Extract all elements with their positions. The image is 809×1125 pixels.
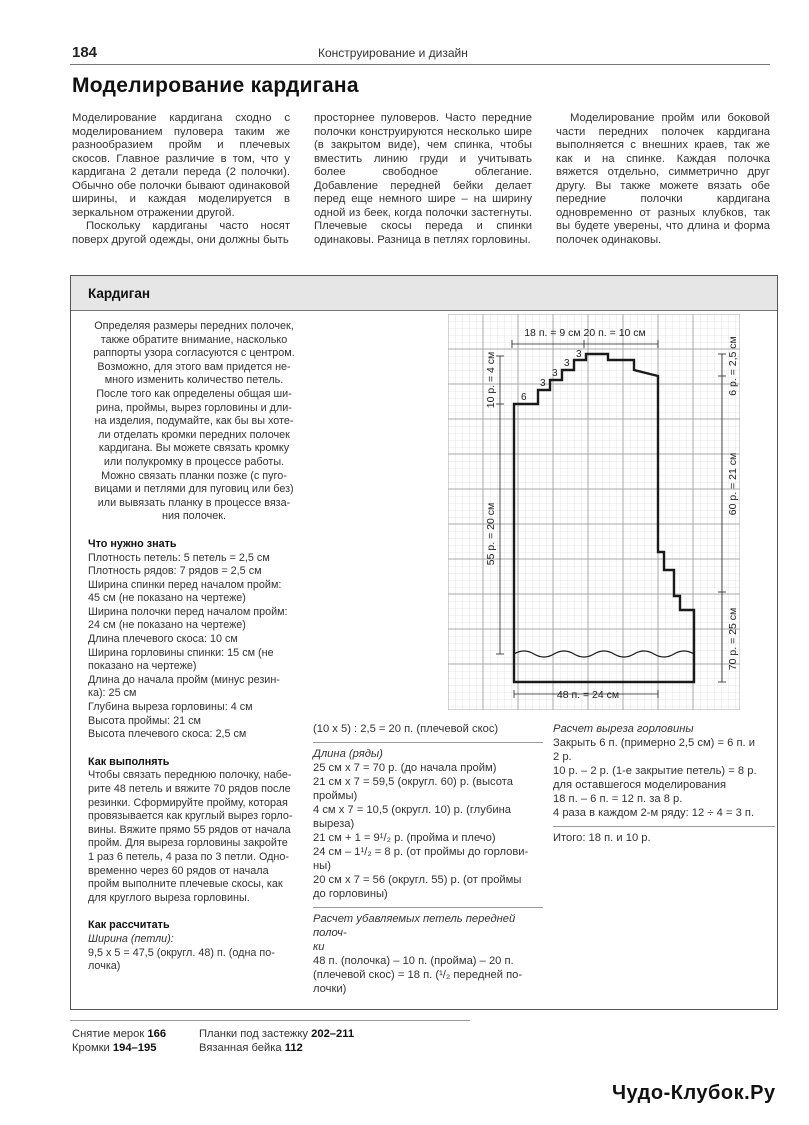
right-bot-label: 70 р. = 25 см (727, 607, 739, 671)
text-line: резинки. Сформируйте пройму, которая (88, 796, 288, 809)
step-label-3: 3 (576, 349, 582, 360)
intro-paragraph: Моделирование кардигана сходно с моделированием пуловера таким же разнообразием пройм и плечевых скосов. Главное различие в том, что у кардигана 2 детали переда (2 полочки). Обычно обе полочки бывают одинаковой ширины, и каждая моделируется в зеркальном отражении другой. (72, 112, 290, 219)
footer-rule (70, 1020, 470, 1021)
text-line: ния полочек. (162, 510, 226, 523)
ref-pages: 194–195 (112, 1042, 157, 1054)
length-heading: Длина (ряды) (313, 748, 383, 760)
text-line: или вывязать планку в процессе вяза- (97, 496, 291, 509)
intro-column-2 (314, 112, 532, 247)
text-line: Возможно, для этого вам придется не- (97, 360, 291, 373)
ref-pages: 112 (284, 1042, 303, 1054)
text-line: выреза) (313, 818, 355, 830)
footer-right (199, 1027, 354, 1055)
text-line: 21 см + 1 = 9¹/₂ р. (пройма и плечо) (313, 832, 496, 844)
calc-subheading: Ширина (петли): (88, 932, 174, 945)
text-line: проймы) (313, 790, 358, 802)
footer-ref[interactable] (72, 1041, 166, 1055)
step-label-6: 6 (521, 392, 527, 403)
page-number: 184 (72, 44, 98, 61)
text-line: После того как определены общая ши- (96, 387, 292, 400)
header-rule (70, 64, 770, 65)
step-label-3: 3 (552, 368, 558, 379)
text-line: 4 см x 7 = 10,5 (округл. 10) р. (глубина (313, 804, 511, 816)
footer-ref[interactable] (199, 1041, 354, 1055)
text-line: Длина до начала пройм (минус резин- (88, 673, 280, 686)
text-line: Ширина спинки перед началом пройм: (88, 578, 282, 591)
know-heading: Что нужно знать (88, 537, 177, 550)
step-label-3: 3 (540, 378, 546, 389)
box-header (71, 276, 777, 311)
left-mid-label: 55 р. = 20 см (485, 502, 497, 566)
text-line: кардигана. Вы можете связать кромку (98, 442, 290, 455)
text-line: лочки) (313, 983, 347, 995)
footer-ref[interactable] (199, 1027, 354, 1041)
text-line: раппорты узора согласуются с центром. (93, 347, 295, 360)
text-line: Ширина горловины спинки: 15 см (не (88, 646, 274, 659)
text-line: для круглого выреза горловины. (88, 891, 250, 904)
box-column-2 (313, 722, 543, 996)
text-line: для оставшегося моделирования (553, 779, 727, 791)
text-line: временно через 60 рядов от начала (88, 864, 269, 877)
text-line: Определяя размеры передних полочек, (94, 320, 294, 332)
right-top-label: 6 р. = 2,5 см (727, 336, 739, 396)
text-line: 21 см x 7 = 59,5 (округл. 60) р. (высота (313, 776, 513, 788)
text-line: ны) (313, 860, 331, 872)
text-line: вицами и петлями для пуговиц или без) (94, 483, 294, 496)
text-line: также обратите внимание, насколько (100, 333, 288, 346)
intro-lines (88, 320, 300, 524)
ref-text: Вязанная бейка (199, 1042, 282, 1054)
text-line: до горловины) (313, 888, 388, 900)
box-title: Кардиган (88, 286, 150, 301)
box-column-3 (553, 722, 775, 845)
ref-pages: 166 (147, 1028, 167, 1040)
text-line: на изделия, подумайте, как бы вы хоте- (94, 415, 294, 428)
box-column-1 (88, 320, 300, 974)
calc-heading: Как рассчитать (88, 919, 170, 932)
text-line: Плотность рядов: 7 рядов = 2,5 см (88, 565, 262, 578)
intro-column-3 (556, 112, 770, 247)
text-line: пройм выполните плечевые скосы, как (88, 878, 283, 891)
text-line: ли отделать кромки передних полочек (98, 428, 290, 441)
text-line: Ширина полочки перед началом пройм: (88, 605, 288, 618)
footer-ref[interactable] (72, 1027, 166, 1041)
step-label-3: 3 (564, 358, 570, 369)
left-top-label: 10 р. = 4 см (485, 351, 497, 409)
text-line: лочка) (88, 960, 121, 973)
how-heading: Как выполнять (88, 755, 170, 768)
text-line: 25 см x 7 = 70 р. (до начала пройм) (313, 762, 497, 774)
bottom-width-label: 48 п. = 24 см (556, 689, 620, 701)
ref-pages: 202–211 (311, 1028, 355, 1040)
text-line: 2 р. (553, 751, 572, 763)
text-line: 45 см (не показано на чертеже) (88, 592, 246, 605)
text-line: Высота плечевого скоса: 2,5 см (88, 728, 247, 741)
intro-paragraph: Поскольку кардиганы часто носят поверх другой одежды, они должны быть (72, 220, 290, 246)
text-line: 18 п. – 6 п. = 12 п. за 8 р. (553, 793, 683, 805)
text-line: Плотность петель: 5 петель = 2,5 см (88, 551, 270, 564)
text-line: 24 см (не показано на чертеже) (88, 619, 246, 632)
text-line: 9,5 x 5 = 47,5 (округл. 48) п. (одна по- (88, 946, 275, 959)
text-line: или полукромку в процессе работы. (103, 455, 285, 468)
text-line: 4 раза в каждом 2-м ряду: 12 ÷ 4 = 3 п. (553, 807, 755, 819)
divider (313, 742, 543, 743)
right-mid-label: 60 р. = 21 см (727, 452, 739, 516)
top-width-label: 18 п. = 9 см 20 п. = 10 см (524, 327, 646, 339)
shoulder-calc: (10 x 5) : 2,5 = 20 п. (плечевой скос) (313, 723, 499, 735)
site-watermark: Чудо-Клубок.Ру (612, 1082, 776, 1104)
intro-paragraph: Моделирование пройм или боковой части передних полочек кардигана выполняется с внешних краев, так же как и на спинке. Каждая полочка вяжется отдельно, симметрично друг другу. Вы также можете вязать обе передние полочки кардигана одновременно от разных клубков, так вы будете уверены, что длина и форма полочек одинаковы. (556, 112, 770, 246)
text-line: Высота проймы: 21 см (88, 714, 201, 727)
neck-heading: Расчет выреза горловины (553, 723, 694, 735)
intro-paragraph: просторнее пуловеров. Часто передние полочки конструируются несколько шире (в закрытом виде), чем спинка, чтобы вместить линию груди и учитывать более свободное облегание. Добавление передней бейки делает перед еще немного шире – на ширину одной из беек, когда полочки застегнуты. Плечевые скосы переда и спинки одинаковы. Разница в петлях горловины. (314, 112, 532, 246)
page-title: Моделирование кардигана (72, 74, 359, 97)
ref-text: Снятие мерок (72, 1028, 145, 1040)
footer-left (72, 1027, 166, 1055)
text-line: (плечевой скос) = 18 п. (¹/₂ передней по- (313, 969, 523, 981)
text-line: Глубина выреза горловины: 4 см (88, 701, 253, 714)
text-line: 24 см – 1¹/₂ = 8 р. (от проймы до горлови- (313, 846, 529, 858)
ref-text: Кромки (72, 1042, 110, 1054)
text-line: много изменить количество петель. (104, 374, 284, 387)
text-line: 20 см x 7 = 56 (округл. 55) р. (от проймы (313, 874, 522, 886)
text-line: Чтобы связать переднюю полочку, набе- (88, 769, 292, 782)
text-line: пройм. Для выреза горловины закройте (88, 837, 288, 850)
text-line: 10 р. – 2 р. (1-е закрытие петель) = 8 р. (553, 765, 757, 777)
text-line: Закрыть 6 п. (примерно 2,5 см) = 6 п. и (553, 737, 755, 749)
decrease-heading: ки (313, 941, 325, 953)
total-line: Итого: 18 п. и 10 р. (553, 832, 651, 844)
text-line: 1 раз 6 петель, 4 раза по 3 петли. Одно- (88, 850, 289, 863)
text-line: рина, проймы, вырез горловины и дли- (96, 401, 292, 414)
text-line: показано на чертеже) (88, 660, 197, 673)
cardigan-schematic (448, 314, 740, 710)
section-title: Конструирование и дизайн (318, 46, 468, 60)
text-line: Длина плечевого скоса: 10 см (88, 633, 238, 646)
divider (313, 907, 543, 908)
decrease-heading: Расчет убавляемых петель передней полоч- (313, 913, 516, 939)
intro-column-1 (72, 112, 290, 247)
ref-text: Планки под застежку (199, 1028, 309, 1040)
divider (553, 826, 775, 827)
text-line: рите 48 петель и вяжите 70 рядов после (88, 783, 291, 795)
text-line: ка): 25 см (88, 687, 137, 700)
text-line: 48 п. (полочка) – 10 п. (пройма) – 20 п. (313, 955, 514, 967)
text-line: вины. Вяжите прямо 55 рядов от начала (88, 823, 291, 836)
text-line: Можно связать планки позже (с пуго- (101, 469, 287, 482)
text-line: провязывается как круглый вырез горло- (88, 810, 293, 823)
